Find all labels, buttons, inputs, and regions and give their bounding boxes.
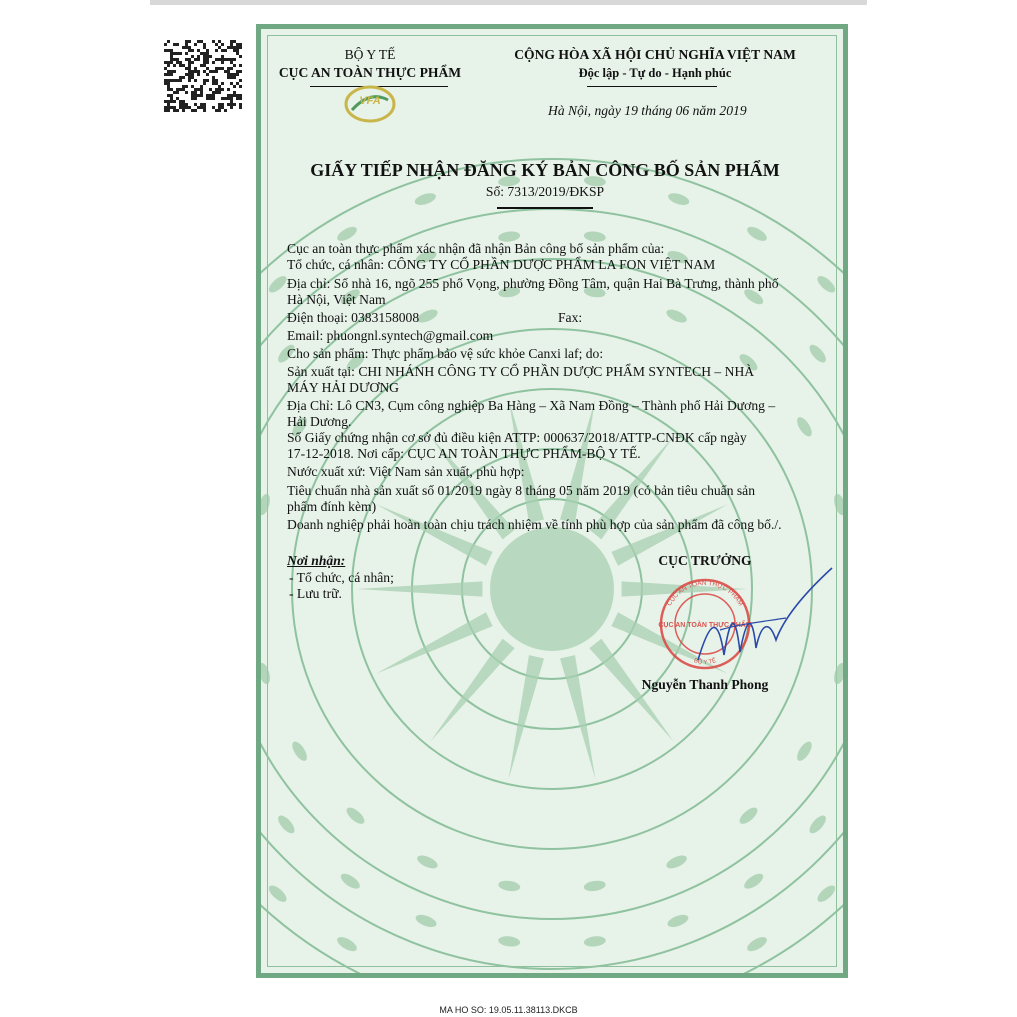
signer-title: CỤC TRƯỞNG bbox=[658, 553, 752, 568]
body-line: Hà Nội, Việt Nam bbox=[287, 292, 386, 307]
body-line: Cục an toàn thực phẩm xác nhận đã nhận Bản công bố sản phẩm của: bbox=[287, 241, 665, 256]
title-underline bbox=[497, 207, 593, 209]
handwritten-signature bbox=[690, 560, 840, 670]
body-line: Số Giấy chứng nhận cơ sở đủ điều kiện ATTP: 000637/2018/ATTP-CNĐK cấp ngày bbox=[287, 430, 747, 445]
ministry-name: BỘ Y TẾ bbox=[344, 47, 396, 62]
place-and-date: Hà Nội, ngày 19 tháng 06 năm 2019 bbox=[548, 103, 747, 118]
body-line: MÁY HẢI DƯƠNG bbox=[287, 380, 399, 395]
body-line: 17-12-2018. Nơi cấp: CỤC AN TOÀN THỰC PHẨM-BỘ Y TẾ. bbox=[287, 446, 641, 461]
body-line: Cho sản phẩm: Thực phẩm bảo vệ sức khỏe Canxi laf; do: bbox=[287, 346, 604, 361]
stamp-center-text: CỤC AN TOÀN THỰC PHẨM bbox=[658, 622, 752, 629]
document-title: GIẤY TIẾP NHẬN ĐĂNG KÝ BẢN CÔNG BỐ SẢN PHẨM bbox=[310, 160, 780, 180]
agency-name: CỤC AN TOÀN THỰC PHẨM bbox=[278, 65, 462, 80]
body-line: Doanh nghiệp phải hoàn toàn chịu trách nhiệm về tính phù hợp của sản phẩm đã công bố./. bbox=[287, 517, 782, 532]
dossier-code: MA HO SO: 19.05.11.38113.DKCB bbox=[439, 1005, 578, 1015]
qr-code bbox=[164, 40, 242, 112]
top-separator-bar bbox=[150, 0, 867, 5]
recipient-item: - Lưu trữ. bbox=[289, 586, 342, 601]
recipients-heading: Nơi nhận: bbox=[287, 553, 346, 568]
fax-label: Fax: bbox=[558, 310, 583, 325]
body-line: Điện thoại: 0383158008 bbox=[287, 310, 420, 325]
body-line: Tổ chức, cá nhân: CÔNG TY CỔ PHẦN DƯỢC PHẨM LA FON VIỆT NAM bbox=[287, 257, 716, 272]
vfa-logo-text: VFA bbox=[359, 95, 381, 107]
body-line: Địa Chỉ: Lô CN3, Cụm công nghiệp Ba Hàng – Xã Nam Đồng – Thành phố Hải Dương – bbox=[287, 398, 776, 413]
body-line: Email: phuongnl.syntech@gmail.com bbox=[287, 328, 494, 343]
body-line: Địa chỉ: Số nhà 16, ngõ 255 phố Vọng, phường Đồng Tâm, quận Hai Bà Trưng, thành phố bbox=[287, 276, 779, 291]
signer-name: Nguyễn Thanh Phong bbox=[641, 677, 769, 692]
stamp-bottom-text: BỘ Y TẾ bbox=[692, 658, 718, 667]
vfa-logo bbox=[342, 80, 398, 124]
document-number: Số: 7313/2019/ĐKSP bbox=[485, 184, 605, 199]
body-line: Tiêu chuẩn nhà sản xuất số 01/2019 ngày 8 tháng 05 năm 2019 (có bản tiêu chuẩn sản bbox=[287, 483, 756, 498]
country-name: CỘNG HÒA XÃ HỘI CHỦ NGHĨA VIỆT NAM bbox=[514, 47, 796, 62]
body-line: Hải Dương. bbox=[287, 414, 352, 429]
body-line: Sản xuất tại: CHI NHÁNH CÔNG TY CỔ PHẦN DƯỢC PHẨM SYNTECH – NHÀ bbox=[287, 364, 755, 379]
recipient-item: - Tổ chức, cá nhân; bbox=[289, 570, 394, 585]
motto-underline bbox=[587, 86, 717, 87]
national-motto: Độc lập - Tự do - Hạnh phúc bbox=[578, 66, 732, 80]
body-line: Nước xuất xứ: Việt Nam sản xuất, phù hợp: bbox=[287, 464, 525, 479]
body-line: phẩm đính kèm) bbox=[287, 499, 377, 514]
stamp-ring-text: CỤC AN TOÀN THỰC PHẨM bbox=[665, 579, 745, 608]
